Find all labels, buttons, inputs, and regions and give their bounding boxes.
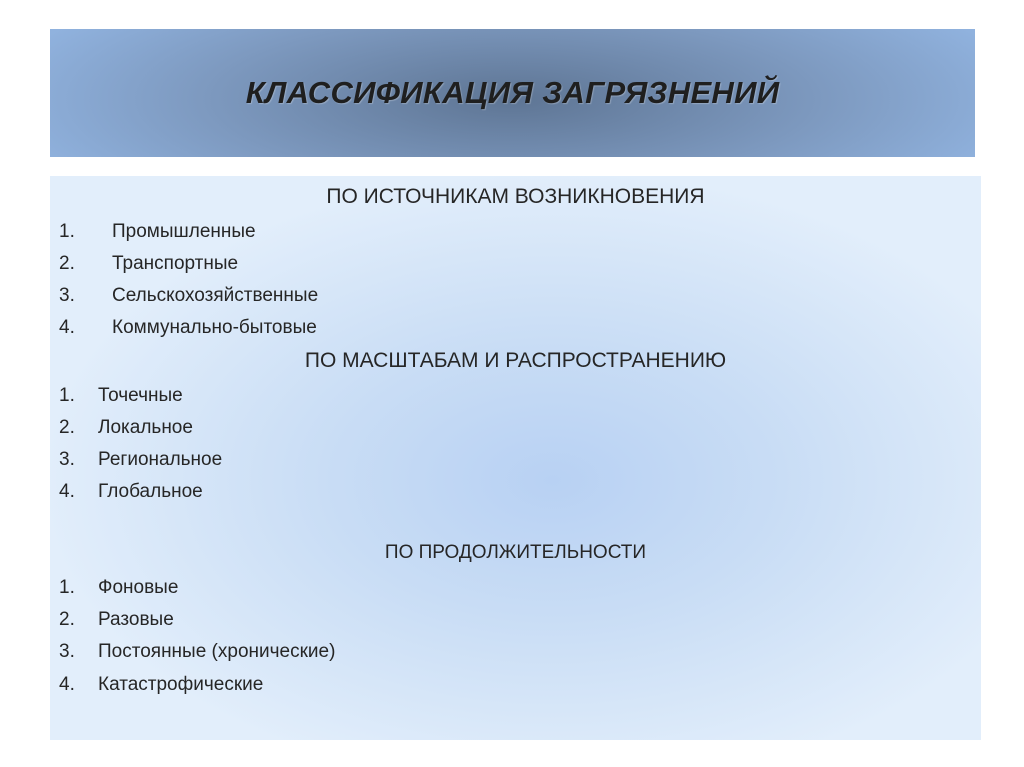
list-item-number: 4.	[59, 481, 75, 502]
list-item-label: Разовые	[98, 609, 174, 630]
list-item-number: 2.	[59, 417, 75, 438]
list-item-number: 1.	[59, 385, 75, 406]
list-item	[59, 641, 336, 663]
list-item-label: Постоянные (хронические)	[98, 641, 336, 662]
list-item-label: Промышленные	[112, 221, 256, 242]
list-item-number: 4.	[59, 317, 75, 338]
list-item	[59, 285, 319, 307]
list-item-number: 3.	[59, 449, 75, 470]
title-banner	[50, 29, 975, 157]
list-item-number: 1.	[59, 577, 75, 598]
list-item	[59, 221, 256, 243]
list-item	[59, 609, 174, 631]
content-panel	[50, 176, 981, 740]
list-item-number: 4.	[59, 674, 75, 695]
list-item-number: 3.	[59, 641, 75, 662]
list-item	[59, 317, 317, 339]
list-item	[59, 417, 193, 439]
list-item	[59, 253, 239, 275]
list-item-number: 2.	[59, 253, 75, 274]
section-heading-scale: ПО МАСШТАБАМ И РАСПРОСТРАНЕНИЮ	[304, 349, 727, 372]
list-item	[59, 674, 264, 696]
list-item-label: Точечные	[98, 385, 183, 406]
list-item-label: Региональное	[98, 449, 223, 470]
list-item-number: 2.	[59, 609, 75, 630]
list-item-label: Транспортные	[112, 253, 239, 274]
list-item-number: 1.	[59, 221, 75, 242]
list-item	[59, 577, 179, 599]
list-item-label: Катастрофические	[98, 674, 264, 695]
section-heading-sources: ПО ИСТОЧНИКАМ ВОЗНИКНОВЕНИЯ	[326, 185, 705, 208]
slide-title: КЛАССИФИКАЦИЯ ЗАГРЯЗНЕНИЙ	[245, 75, 780, 110]
list-item-label: Сельскохозяйственные	[112, 285, 319, 306]
list-item-label: Локальное	[98, 417, 193, 438]
list-item-label: Коммунально-бытовые	[112, 317, 317, 338]
list-item-label: Фоновые	[98, 577, 179, 598]
section-heading-duration: ПО ПРОДОЛЖИТЕЛЬНОСТИ	[384, 542, 647, 563]
list-item	[59, 481, 203, 503]
list-item-number: 3.	[59, 285, 75, 306]
list-item-label: Глобальное	[98, 481, 203, 502]
list-item	[59, 385, 183, 407]
list-item	[59, 449, 223, 471]
